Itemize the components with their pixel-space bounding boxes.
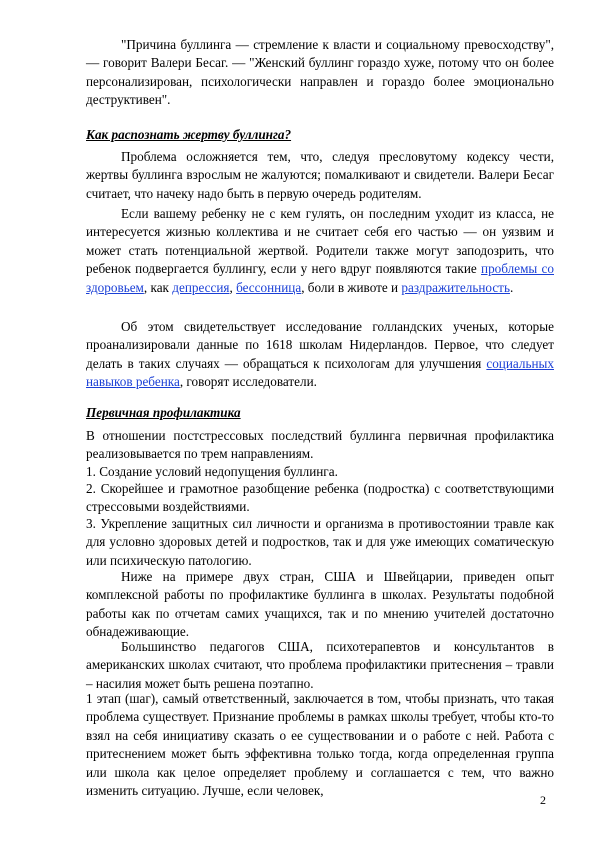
paragraph-victim-1: Проблема осложняется тем, что, следуя пресловутому кодексу чести, жертвы буллинга взрослым не жалуются; помалкивают и свидетели. Валери Бесаг считает, что начеку надо быть в первую очередь родителям. <box>86 149 554 201</box>
prevention-intro: В отношении постстрессовых последствий буллинга первичная профилактика реализовывается по трем направлениям. <box>86 428 554 462</box>
section-heading-victim: Как распознать жертву буллинга? <box>86 127 292 142</box>
link-irritability[interactable]: раздражительность <box>401 279 510 295</box>
link-social-skills[interactable]: социальных навыков ребенка <box>86 355 554 390</box>
paragraph-text: , говорят исследователи. <box>179 374 317 390</box>
link-insomnia[interactable]: бессонница <box>236 279 302 295</box>
paragraph-stage-1: 1 этап (шаг), самый ответственный, заключается в том, чтобы признать, что такая проблема существует. Признание проблемы в рамках школы требует, чтобы кто-то взял на себя инициативу сказать о ее существовании и о работе с ней. Работа с притеснением может быть эффективна только тогда, когда определенная группа или школа как целое определяет проблему и соглашается с тем, что важно изменить ситуацию. Лучше, если человек, <box>86 691 554 799</box>
paragraph-text: , боли в животе и <box>301 279 402 295</box>
list-item-3: 3. Укрепление защитных сил личности и организма в противостоянии травле как для условно здоровых детей и подростков, так и для уже имеющих соматическую или психическую патологию. <box>86 516 554 568</box>
paragraph-text: Если вашему ребенку не с кем гулять, он последним уходит из класса, не интересуется жизнью коллектива и не считает себя его частью — он уязвим и может стать потенциальной жертвой. Родители также могут заподозрить, что ребенок подвергается буллингу, если у него вдруг появляются такие <box>86 206 554 277</box>
paragraph-victim-2 <box>86 205 554 297</box>
paragraph-text: , <box>229 279 237 295</box>
paragraph-text: Об этом свидетельствует исследование голландских ученых, которые проанализировали данные по 1618 школам Нидерландов. Первое, что следует делать в таких случаях — обращаться к психологам для улучшения <box>86 319 554 371</box>
paragraph-text: . <box>509 279 514 295</box>
link-health-problems[interactable]: проблемы со здоровьем <box>86 261 554 295</box>
list-item-2: 2. Скорейшее и грамотное разобщение ребенка (подростка) с соответствующими стрессовыми воздействиями. <box>86 481 554 515</box>
paragraph-text: , как <box>143 279 173 295</box>
link-depression[interactable]: депрессия <box>172 279 230 295</box>
paragraph-victim-3 <box>86 318 554 392</box>
section-heading-prevention: Первичная профилактика <box>86 405 241 420</box>
quote-paragraph: "Причина буллинга — стремление к власти и социальному превосходству", — говорит Валери Бесаг. — "Женский буллинг гораздо хуже, потому что он более персонализирован, психологически направлен и гораздо более эмоционально деструктивен". <box>86 37 554 108</box>
page-number: 2 <box>540 793 546 807</box>
list-item-1: 1. Создание условий недопущения буллинга. <box>86 464 338 479</box>
paragraph-usa-teachers: Большинство педагогов США, психотерапевтов и консультантов в американских школах считают, что проблема профилактики притеснения – травли – насилия может быть решена поэтапно. <box>86 639 554 691</box>
paragraph-experience: Ниже на примере двух стран, США и Швейцарии, приведен опыт комплексной работы по профилактике буллинга в школах. Результаты подобной работы как по отчетам самих учащихся, так и по мнению учителей достаточно обнадеживающие. <box>86 569 554 640</box>
